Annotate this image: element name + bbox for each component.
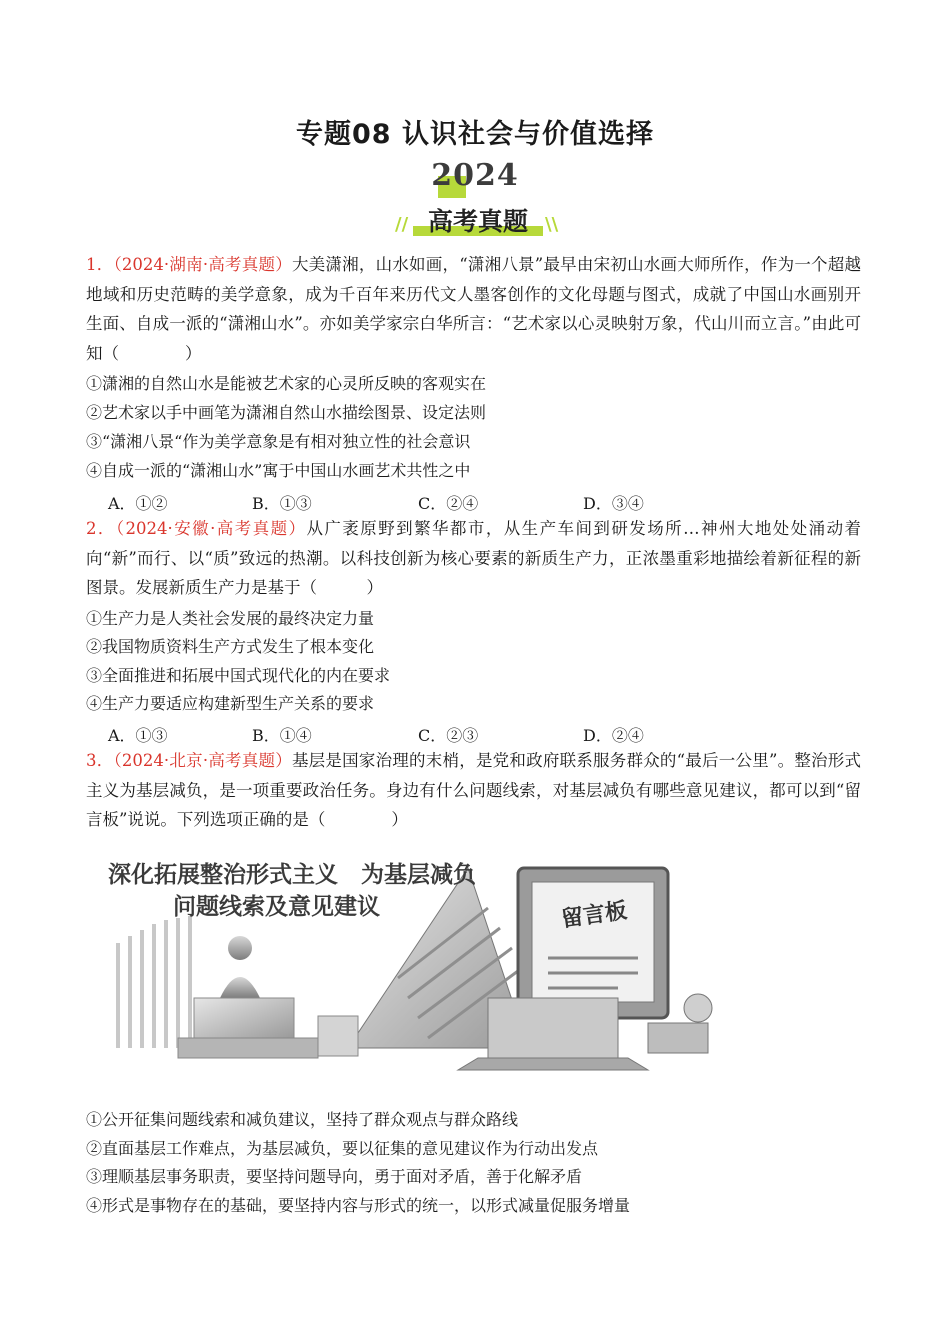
stripe-background [118, 916, 190, 1048]
question-1-option: ①潇湘的自然山水是能被艺术家的心灵所反映的客观实在 [86, 374, 487, 393]
pawn-figure [178, 936, 318, 1058]
page-title: 专题08 认识社会与价值选择 [296, 119, 654, 150]
question-1-option: ②艺术家以手中画笔为潇湘自然山水描绘图景、设定法则 [86, 403, 487, 422]
question-2-stem [86, 514, 861, 603]
choice-d: D．②④ [583, 726, 644, 745]
question-3-option: ③理顺基层事务职责，要坚持问题导向，勇于面对矛盾，善于化解矛盾 [86, 1167, 583, 1186]
illustration-headline-1: 深化拓展整治形式主义 为基层减负 [108, 862, 476, 888]
question-2-option: ①生产力是人类社会发展的最终决定力量 [86, 609, 375, 628]
choice-a: A．①③ [108, 726, 168, 745]
question-number: 1． [86, 255, 114, 274]
question-3-option: ④形式是事物存在的基础，要坚持内容与形式的统一，以形式减量促服务增量 [86, 1196, 631, 1215]
choice-d: D．③④ [583, 494, 644, 513]
question-1-choices [108, 491, 708, 511]
board-label: 留言板 [559, 898, 629, 933]
question-source: （2024·湖南·高考真题） [113, 255, 292, 274]
section-banner [393, 202, 563, 240]
question-source: （2024·北京·高考真题） [113, 751, 292, 770]
choice-b: B．①④ [252, 726, 312, 745]
question-number: 3． [86, 751, 114, 770]
question-source: （2024·安徽·高考真题） [115, 519, 307, 538]
question-2-option: ④生产力要适应构建新型生产关系的要求 [86, 694, 375, 713]
question-3-option: ②直面基层工作难点，为基层减负，要以征集的意见建议作为行动出发点 [86, 1139, 599, 1158]
banner-label: 高考真题 [427, 207, 528, 236]
choice-c: C．②④ [418, 494, 479, 513]
year-heading: 2024 [431, 158, 519, 193]
question-3-stem [86, 746, 861, 835]
question-1-stem [86, 250, 861, 368]
question-1-option: ④自成一派的“潇湘山水”寓于中国山水画艺术共性之中 [86, 461, 471, 480]
question-1-option: ③“潇湘八景“作为美学意象是有相对独立性的社会意识 [86, 432, 471, 451]
choice-a: A．①② [108, 494, 168, 513]
slash-decoration-icon: // [395, 214, 409, 235]
question-text: 大美潇湘，山水如画，“潇湘八景”最早由宋初山水画大师所作，作为一个超越地域和历史范畴的美学意象，成为千百年来历代文人墨客创作的文化母题与图式，成就了中国山水画别开生面、自成一派的“潇湘山水”。亦如美学家宗白华所言：“艺术家以心灵映射万象，代山川而立言。”由此可知（ ） [86, 255, 862, 363]
choice-c: C．②③ [418, 726, 479, 745]
choice-b: B．①③ [252, 494, 312, 513]
question-text: 基层是国家治理的末梢，是党和政府联系服务群众的“最后一公里”。整治形式主义为基层减负，是一项重要政治任务。身边有什么问题线索，对基层减负有哪些意见建议，都可以到“留言板”说说。下列选项正确的是（ ） [86, 751, 862, 829]
question-2-choices [108, 723, 708, 743]
question-3-illustration [108, 848, 720, 1076]
question-number: 2． [86, 519, 116, 538]
slash-decoration-icon: \\ [545, 214, 559, 235]
illustration-headline-2: 问题线索及意见建议 [173, 894, 380, 920]
question-2-option: ②我国物质资料生产方式发生了根本变化 [86, 637, 375, 656]
question-3-option: ①公开征集问题线索和减负建议，坚持了群众观点与群众路线 [86, 1110, 519, 1129]
question-2-option: ③全面推进和拓展中国式现代化的内在要求 [86, 666, 391, 685]
question-text: 从广袤原野到繁华都市，从生产车间到研发场所…神州大地处处涌动着向“新”而行、以“质”致远的热潮。以科技创新为核心要素的新质生产力，正浓墨重彩地描绘着新征程的新图景。发展新质生产力是基于（ ） [86, 519, 862, 597]
